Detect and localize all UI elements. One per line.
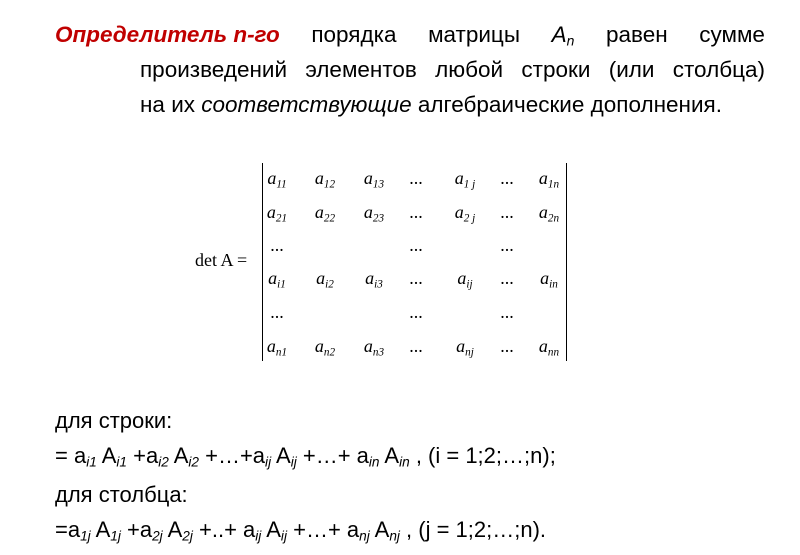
row-expansion-formula: = $a_{i1}$ $A_{i1} +a_{i2}$ $A_{i2}$ $+\dots+a_{ij}$ $A_{ij}$ +…+ $a_{in}$ $A_{in}$ , (i = 1;2;…;n); <box>55 443 556 470</box>
definition-line-3 <box>140 92 765 118</box>
matrix-cell: ... <box>270 235 284 255</box>
matrix-cell: $a_{2n}$ <box>538 202 560 225</box>
determinant-left-bar <box>262 163 263 361</box>
row-label: для строки: <box>55 408 173 433</box>
matrix-cell: $a_{i1}$ <box>268 268 286 291</box>
matrix-cell: ... <box>500 302 514 322</box>
matrix-cell: $a_{13}$ <box>363 168 385 191</box>
matrix-cell: ... <box>500 336 514 356</box>
word: элементов <box>305 57 417 82</box>
matrix-cell: ... <box>500 268 514 288</box>
matrix-cell: $a_{1n}$ <box>538 168 560 191</box>
word: матрицы <box>428 22 520 47</box>
matrix-cell: $a_{1 j}$ <box>454 168 476 191</box>
matrix-cell: ... <box>270 302 284 322</box>
text: алгебраические дополнения. <box>411 92 722 117</box>
matrix-cell: ... <box>500 235 514 255</box>
word: равен <box>605 22 668 47</box>
matrix-cell: $a_{11}$ <box>267 168 287 191</box>
word: порядка <box>311 22 397 47</box>
matrix-cell: $a_{21}$ <box>266 202 288 225</box>
matrix-symbol: $A_n$ <box>551 22 575 49</box>
matrix-cell: $a_{n1}$ <box>266 336 288 359</box>
matrix-cell: $a_{nn}$ <box>538 336 560 359</box>
word: сумме <box>699 22 765 47</box>
matrix-cell: $a_{2 j}$ <box>454 202 476 225</box>
matrix-cell: ... <box>409 302 423 322</box>
matrix-cell: $a_{i3}$ <box>365 268 383 291</box>
word: произведений <box>140 57 288 82</box>
matrix-cell: ... <box>409 336 423 356</box>
matrix-cell: ... <box>409 268 423 288</box>
matrix-cell: ... <box>409 235 423 255</box>
definition-line-1 <box>55 22 765 48</box>
definition-line-2 <box>140 57 765 83</box>
word: (или <box>608 57 655 82</box>
matrix-cell: $a_{22}$ <box>314 202 336 225</box>
word: столбца) <box>672 57 765 82</box>
matrix-cell: $a_{nj}$ <box>456 336 474 359</box>
matrix-cell: $a_{12}$ <box>314 168 336 191</box>
word: любой <box>435 57 504 82</box>
determinant-right-bar <box>566 163 567 361</box>
matrix-cell: ... <box>409 168 423 188</box>
text: на их <box>140 92 202 117</box>
matrix-cell: $a_{ij}$ <box>457 268 473 291</box>
word: строки <box>521 57 591 82</box>
matrix-cell: $a_{i2}$ <box>316 268 334 291</box>
matrix-cell: $a_{n2}$ <box>314 336 336 359</box>
definition-term: Определитель n-го <box>55 22 280 47</box>
column-label: для столбца: <box>55 482 188 507</box>
matrix-cell: $a_{23}$ <box>363 202 385 225</box>
det-label: det A = <box>195 250 248 270</box>
matrix-cell: ... <box>500 168 514 188</box>
matrix-cell: ... <box>500 202 514 222</box>
matrix-cell: ... <box>409 202 423 222</box>
emphasis: соответствующие <box>201 92 412 117</box>
column-expansion-formula: $=a_{1j}$ $A_{1j} +a_{2j}$ $A_{2j}$ +..+ $a_{ij}$ $A_{ij}$ +…+ $a_{nj}$ $A_{nj}$ , (j = 1;2;…;n). <box>55 517 547 544</box>
matrix-cell: $a_{n3}$ <box>363 336 385 359</box>
matrix-cell: $a_{in}$ <box>540 268 558 291</box>
